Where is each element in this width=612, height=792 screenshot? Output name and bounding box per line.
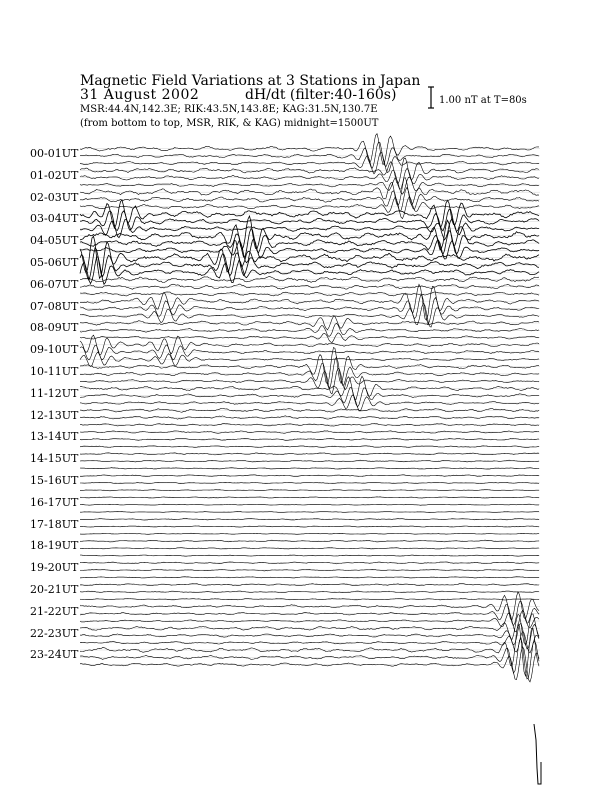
station-trace — [80, 295, 539, 324]
row-label: 02-03UT — [30, 190, 79, 204]
trace-baselines — [80, 149, 540, 665]
row-label: 00-01UT — [30, 147, 79, 160]
station-trace — [80, 555, 539, 556]
row-label: 16-17UT — [30, 495, 79, 509]
row-label: 09-10UT — [30, 343, 79, 357]
date-line — [80, 87, 396, 103]
station-trace — [80, 239, 539, 263]
station-trace — [80, 504, 539, 505]
trace-group — [80, 134, 541, 784]
station-trace — [80, 490, 539, 491]
station-trace — [80, 614, 539, 645]
station-trace — [80, 598, 539, 600]
row-label: 06-07UT — [30, 277, 79, 291]
station-trace — [80, 357, 539, 388]
station-trace — [80, 577, 539, 578]
row-label: 18-19UT — [30, 539, 79, 553]
row-label: 22-23UT — [30, 626, 79, 640]
row-label: 03-04UT — [30, 212, 79, 226]
station-trace — [80, 647, 539, 682]
station-trace — [80, 601, 539, 625]
row-label: 12-13UT — [30, 408, 79, 422]
station-trace — [80, 518, 539, 520]
station-trace — [80, 257, 539, 285]
row-label: 17-18UT — [30, 517, 79, 531]
chart-date: 31 August 2002 — [80, 87, 200, 103]
row-label: 07-08UT — [30, 299, 79, 313]
station-trace — [80, 623, 539, 649]
row-label: 20-21UT — [30, 583, 79, 596]
row-label: 01-02UT — [30, 168, 79, 182]
station-trace — [80, 178, 539, 206]
station-trace — [80, 323, 539, 336]
station-trace — [80, 562, 539, 564]
row-label: 11-12UT — [30, 386, 79, 400]
chart-title: Magnetic Field Variations at 3 Stations in Japan — [80, 73, 421, 89]
trace-excursion — [534, 724, 541, 784]
row-label: 08-09UT — [30, 321, 79, 335]
station-order-note: (from bottom to top, MSR, RIK, & KAG) midnight=1500UT — [80, 118, 379, 129]
station-trace — [80, 177, 539, 194]
row-label: 19-20UT — [30, 561, 79, 575]
station-trace — [80, 284, 539, 320]
station-trace — [80, 388, 539, 407]
station-trace — [80, 158, 539, 184]
scale-label: 1.00 nT at T=80s — [439, 95, 527, 106]
station-trace — [80, 591, 539, 593]
chart-quantity: dH/dt (filter:40-160s) — [245, 87, 397, 103]
scale-bar — [428, 87, 434, 108]
row-label: 13-14UT — [30, 430, 79, 444]
row-label: 10-11UT — [30, 365, 79, 378]
row-label: 21-22UT — [30, 604, 79, 618]
station-trace — [80, 512, 539, 513]
station-trace — [80, 248, 539, 281]
row-label: 04-05UT — [30, 234, 79, 248]
station-trace — [80, 468, 539, 470]
station-trace — [80, 168, 539, 189]
station-trace — [80, 416, 539, 419]
station-trace — [80, 142, 539, 168]
station-coordinates: MSR:44.4N,142.3E; RIK:43.5N,143.8E; KAG:31.5N,130.7E — [80, 104, 378, 115]
row-label: 23-24UT — [30, 648, 79, 662]
row-label: 05-06UT — [30, 256, 79, 269]
station-trace — [80, 638, 539, 679]
row-label: 15-16UT — [30, 474, 79, 487]
station-trace — [80, 134, 539, 165]
station-trace — [80, 526, 539, 527]
row-label: 14-15UT — [30, 452, 79, 466]
station-trace — [80, 592, 539, 620]
